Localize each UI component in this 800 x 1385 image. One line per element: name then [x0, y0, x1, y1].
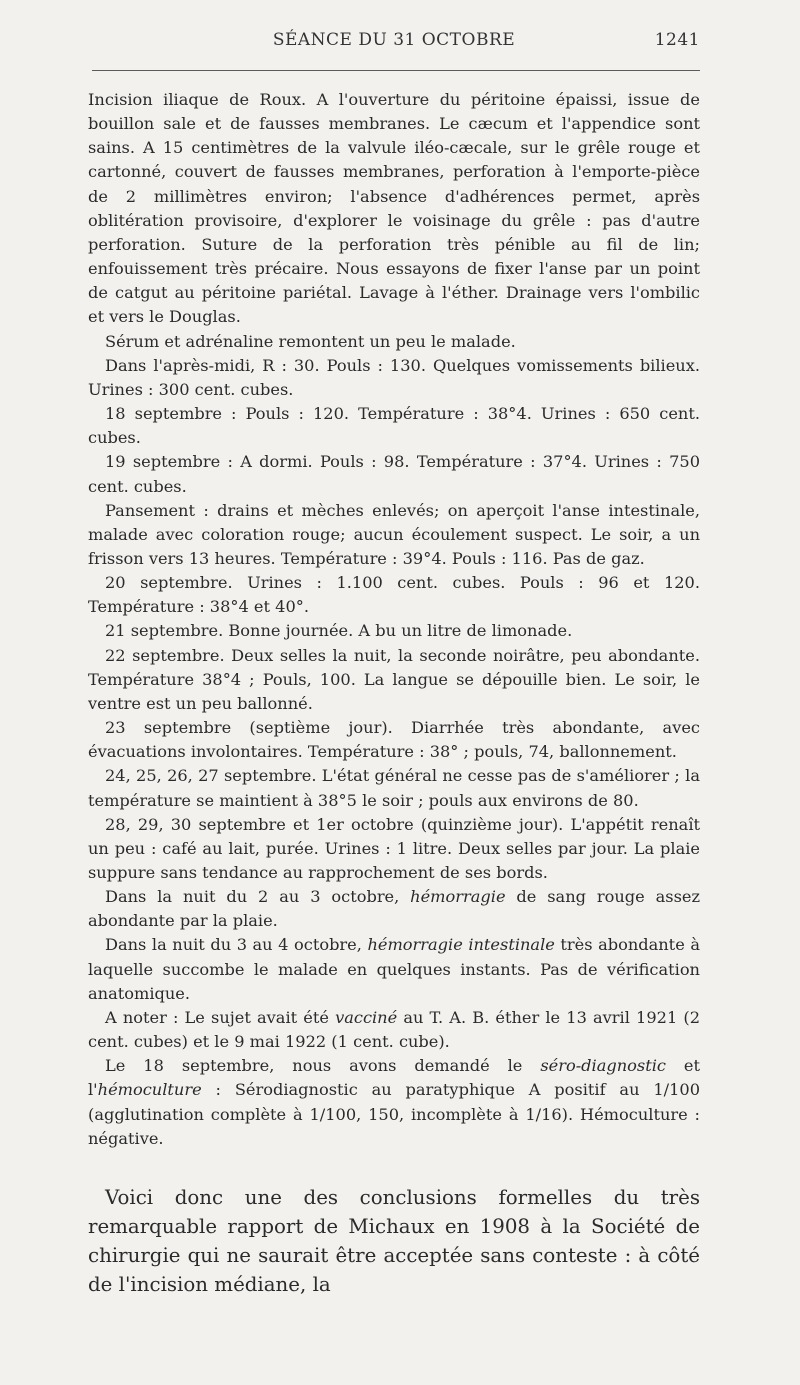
running-title: SÉANCE DU 31 OCTOBRE: [272, 30, 516, 50]
paragraph-sept-23: 23 septembre (septième jour). Diarrhée très abondante, avec évacuations involontaires. Température : 38° ; pouls, 74, ballonnement.: [88, 718, 700, 762]
paragraph-sept-20: 20 septembre. Urines : 1.100 cent. cubes. Pouls : 96 et 120. Température : 38°4 et 40°.: [88, 573, 700, 617]
paragraph-sept-21: 21 septembre. Bonne journée. A bu un litre de limonade.: [105, 621, 573, 641]
paragraph-serodiagnostic: Le 18 septembre, nous avons demandé le séro-diagnostic et l'hémoculture : Sérodiagnostic au paratyphique A positif au 1/100 (agglutination complète à 1/100, 150, incomplète à 1/16). Hémoculture : négative.: [88, 1056, 701, 1148]
paragraph-dressing: Pansement : drains et mèches enlevés; on aperçoit l'anse intestinale, malade avec coloration rouge; aucun écoulement suspect. Le soir, a un frisson vers 13 heures. Température : 39°4. Pouls : 116. Pas de gaz.: [88, 500, 700, 568]
header-rule: [92, 70, 700, 71]
paragraph-operation: Incision iliaque de Roux. A l'ouverture du péritoine épaissi, issue de bouillon sale et de fausses membranes. Le cæcum et l'appendice sont sains. A 15 centimètres de la valvule iléo-cæcale, sur le grêle rouge et cartonné, couvert de fausses membranes, perforation à l'emporte-pièce de 2 millimètres environ; l'absence d'adhérences permet, après oblitération provisoire, d'explorer le voisinage du grêle : pas d'autre perforation. Suture de la perforation très pénible au fil de lin; enfouissement très précaire. Nous essayons de fixer l'anse par un point de catgut au péritoine pariétal. Lavage à l'éther. Drainage vers l'ombilic et vers le Douglas.: [88, 90, 700, 327]
paragraph-sept-22: 22 septembre. Deux selles la nuit, la seconde noirâtre, peu abondante. Température 38°4 ; Pouls, 100. La langue se dépouille bien. Le soir, le ventre est un peu ballonné.: [88, 645, 700, 713]
paragraph-afternoon: Dans l'après-midi, R : 30. Pouls : 130. Quelques vomissements bilieux. Urines : 300 cent. cubes.: [88, 355, 700, 399]
paragraph-note: A noter : Le sujet avait été vacciné au T. A. B. éther le 13 avril 1921 (2 cent. cubes) et le 9 mai 1922 (1 cent. cube).: [88, 1007, 700, 1052]
case-report-text: [88, 88, 700, 1151]
paragraph-sept-28-oct-1: 28, 29, 30 septembre et 1er octobre (quinzième jour). L'appétit renaît un peu : café au lait, purée. Urines : 1 litre. Deux selles par jour. La plaie suppure sans tendance au rapprochement de ses bords.: [88, 814, 700, 882]
conclusion-text: [88, 1183, 700, 1299]
paragraph-sept-18: 18 septembre : Pouls : 120. Température : 38°4. Urines : 650 cent. cubes.: [88, 404, 700, 448]
paragraph-serum: Sérum et adrénaline remontent un peu le malade.: [105, 331, 516, 351]
running-header: [88, 30, 700, 56]
paragraph-conclusion: Voici donc une des conclusions formelles du très remarquable rapport de Michaux en 1908 à la Société de chirurgie qui ne saurait être acceptée sans conteste : à côté de l'incision médiane, la: [88, 1186, 700, 1296]
paragraph-sept-19: 19 septembre : A dormi. Pouls : 98. Température : 37°4. Urines : 750 cent. cubes.: [88, 452, 700, 496]
paragraph-oct-3-4: Dans la nuit du 3 au 4 octobre, hémorragie intestinale très abondante à laquelle succombe le malade en quelques instants. Pas de vérification anatomique.: [88, 935, 700, 1003]
page-number: 1241: [654, 30, 700, 50]
paragraph-sept-24-27: 24, 25, 26, 27 septembre. L'état général ne cesse pas de s'améliorer ; la température se maintient à 38°5 le soir ; pouls aux environs de 80.: [88, 766, 700, 810]
paragraph-oct-2-3: Dans la nuit du 2 au 3 octobre, hémorragie de sang rouge assez abondante par la plaie.: [88, 887, 700, 931]
